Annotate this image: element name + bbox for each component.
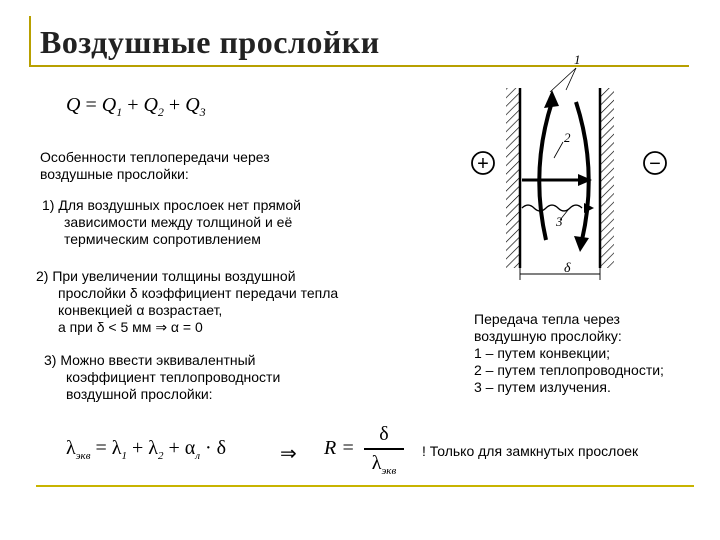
convection-arc-left [539,102,552,240]
formula-eq: = [80,94,102,116]
label-2: 2 [564,130,571,145]
radiation-wave [522,205,582,211]
implies-symbol: ⇒ [280,443,297,465]
lambda-eq-sub-3: л [195,450,201,462]
label-1: 1 [574,52,581,67]
item2-line-3: конвекцией α возрастает, [58,302,223,318]
heading-line-2: воздушные прослойки: [40,166,189,182]
features-heading [40,149,360,183]
lambda-eq-rhs-3: + α [163,437,196,459]
lambda-eq-rhs-2: + λ [126,437,158,459]
leader-line-1b [550,68,576,92]
lambda-eq-lhs-sub: экв [75,450,91,462]
item1-line-2: зависимости между толщиной и её [64,214,293,230]
lambda-eq-lhs: λ [66,437,76,459]
fraction-denominator [364,452,404,477]
feature-item-3 [44,352,364,403]
item1-line-1: 1) Для воздушных прослоек нет прямой [42,197,302,213]
plus-sign: + [477,153,489,175]
caption-line-2: воздушную прослойку: [474,328,622,344]
caption-line-4: 2 – путем теплопроводности; [474,362,664,378]
item2-line-2: прослойки δ коэффициент передачи тепла [58,285,339,301]
lambda-eq-sub-2: 2 [157,450,164,462]
convection-arc-right [576,102,589,240]
label-3: 3 [556,214,563,229]
closed-gaps-note: ! Только для замкнутых прослоек [422,443,639,459]
feature-item-2 [36,268,386,336]
formula-term-3: Q [185,94,200,116]
heading-line-1: Особенности теплопередачи через [40,149,270,165]
item1-line-3: термическим сопротивлением [64,231,261,247]
fraction-numerator: δ [379,423,389,445]
fraction-den-sym: λ [371,451,382,474]
formula-term-3-sub: 3 [199,105,206,119]
diagram-caption [474,311,714,396]
lambda-equation [66,437,226,462]
formula-term-1: Q [101,94,117,116]
item2-line-1: 2) При увеличении толщины воздушной [36,268,296,284]
caption-line-3: 1 – путем конвекции; [474,345,611,361]
equivalent-conductivity-formula [66,425,406,485]
left-wall-hatch [506,88,520,268]
item3-line-3: воздушной прослойки: [66,386,213,402]
leader-line-2 [554,142,563,158]
leader-line-1a [566,68,576,90]
title-vertical-rule [29,16,31,66]
heat-sum-formula [66,94,206,120]
fraction-den-sub: экв [381,464,397,477]
item2-line-4: а при δ < 5 мм ⇒ α = 0 [58,319,203,335]
lambda-eq-sub-1: 1 [121,450,127,462]
label-delta: δ [564,261,571,276]
formula-term-1-sub: 1 [116,105,123,119]
right-wall-hatch [600,88,614,268]
formula-plus-2: + [163,94,186,116]
feature-item-1 [42,197,372,248]
formula-lhs: Q [66,94,81,116]
formula-plus-1: + [122,94,144,116]
lambda-eq-rhs-1: = λ [90,437,122,459]
caption-line-1: Передача тепла через [474,311,620,327]
lambda-eq-tail: · δ [200,437,227,459]
bottom-rule [36,485,694,487]
arrow-up-head-icon [544,90,559,108]
formula-term-2: Q [143,94,158,116]
air-gap-diagram [460,50,690,290]
item3-line-2: коэффициент теплопроводности [66,369,281,385]
resistance-fraction [364,423,404,477]
item3-line-1: 3) Можно ввести эквивалентный [44,352,256,368]
minus-sign: − [649,153,661,175]
resistance-lhs: R = [324,437,355,459]
arrow-down-head-icon [574,236,589,252]
formula-term-2-sub: 2 [157,105,164,119]
caption-line-5: 3 – путем излучения. [474,379,611,395]
slide-title: Воздушные прослойки [40,24,380,60]
fraction-bar [364,448,404,450]
